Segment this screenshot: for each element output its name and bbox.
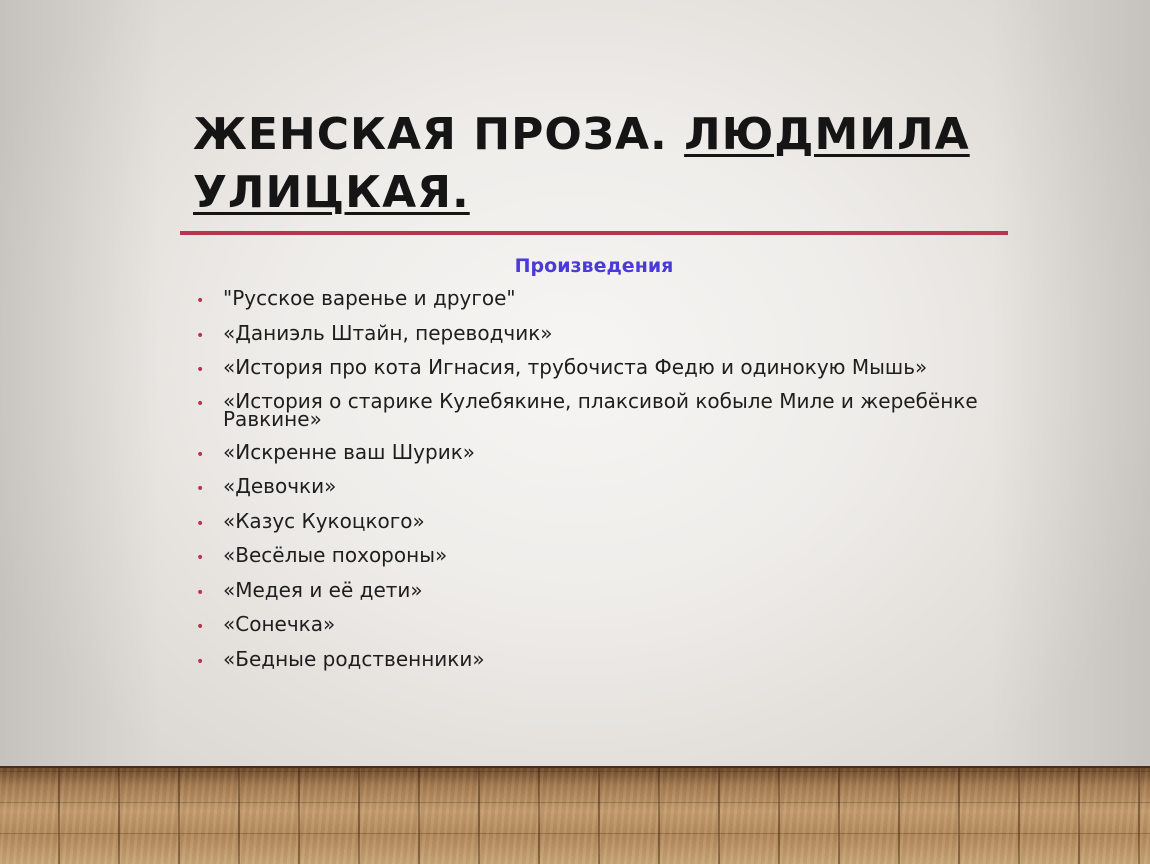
works-subheading: Произведения xyxy=(514,255,674,277)
bullet-icon: • xyxy=(196,550,205,566)
bullet-icon: • xyxy=(196,362,205,378)
wall-shade-right xyxy=(990,0,1150,770)
list-item xyxy=(196,388,996,431)
bullet-icon: • xyxy=(196,584,205,601)
title-part-1: ЖЕНСКАЯ ПРОЗА. xyxy=(193,109,668,160)
bullet-icon: • xyxy=(196,293,205,309)
bullet-icon: • xyxy=(196,619,205,635)
list-item xyxy=(196,545,996,565)
work-title: «История про кота Игнасия, трубочиста Федю и одинокую Мышь» xyxy=(223,355,928,379)
wooden-floor-grain xyxy=(0,768,1150,864)
list-item xyxy=(196,320,996,345)
list-item xyxy=(196,508,996,533)
works-list xyxy=(196,288,996,683)
list-item xyxy=(196,614,996,634)
title-part-2-author: ЛЮДМИЛА УЛИЦКАЯ. xyxy=(193,109,970,218)
bullet-icon: • xyxy=(196,515,205,532)
work-title: "Русское варенье и другое" xyxy=(223,286,516,310)
work-title: «Девочки» xyxy=(223,474,337,498)
bullet-icon: • xyxy=(196,481,205,497)
list-item xyxy=(196,646,996,671)
work-title: «Весёлые похороны» xyxy=(223,543,448,567)
work-title: «Искренне ваш Шурик» xyxy=(223,439,476,464)
wall-shade-left xyxy=(0,0,160,770)
slide-title xyxy=(193,106,1013,222)
work-title: «Медея и её дети» xyxy=(223,577,423,602)
work-title: «Казус Кукоцкого» xyxy=(223,508,425,533)
list-item xyxy=(196,357,996,377)
list-item xyxy=(196,476,996,496)
bullet-icon: • xyxy=(196,653,205,670)
list-item xyxy=(196,577,996,602)
list-item xyxy=(196,439,996,464)
title-divider-rule xyxy=(180,231,1008,235)
bullet-icon: • xyxy=(196,395,205,412)
work-title: «Бедные родственники» xyxy=(223,646,485,671)
work-title: «Даниэль Штайн, переводчик» xyxy=(223,320,553,345)
bullet-icon: • xyxy=(196,327,205,344)
work-title: «История о старике Кулебякине, плаксивой кобыле Миле и жеребёнке Равкине» xyxy=(223,388,978,431)
list-item xyxy=(196,288,996,308)
work-title: «Сонечка» xyxy=(223,612,336,636)
bullet-icon: • xyxy=(196,446,205,463)
